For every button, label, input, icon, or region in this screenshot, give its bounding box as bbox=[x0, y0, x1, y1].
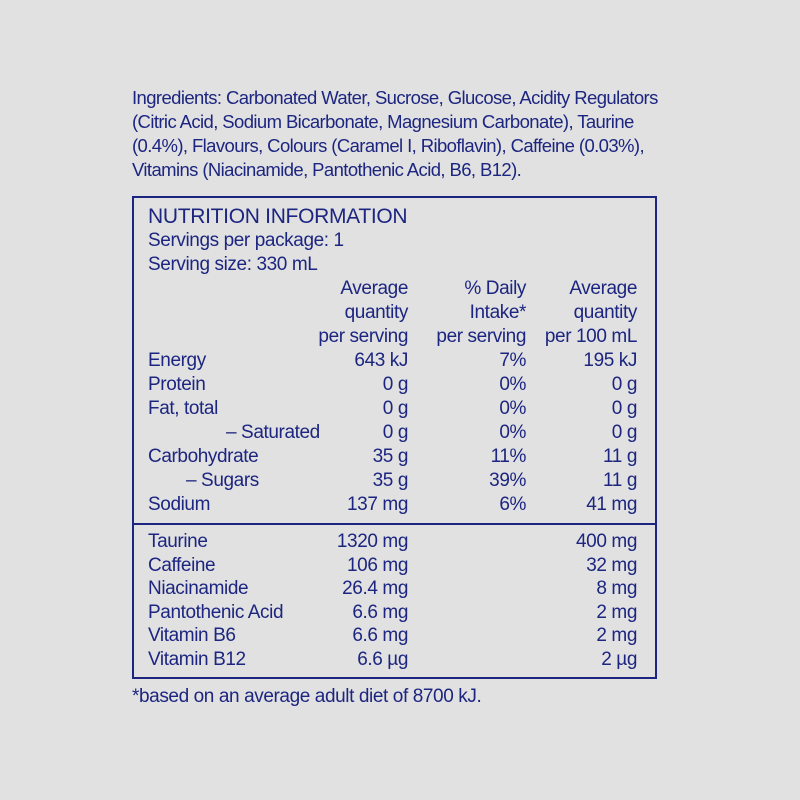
per-serving: 6.6 mg bbox=[352, 625, 408, 646]
blank bbox=[408, 530, 526, 554]
per-serving: 643 kJ bbox=[354, 350, 408, 371]
per-100ml: 195 kJ bbox=[583, 350, 637, 371]
daily-intake: 6% bbox=[499, 494, 526, 515]
nutrient-name: Sodium bbox=[148, 494, 211, 515]
servings-per-package: Servings per package: 1 bbox=[148, 230, 344, 251]
blank bbox=[148, 277, 310, 301]
blank bbox=[408, 601, 526, 625]
blank bbox=[408, 577, 526, 601]
blank bbox=[148, 301, 310, 325]
nutrient-row bbox=[148, 624, 641, 648]
header-daily-intake: Intake* bbox=[469, 302, 526, 323]
daily-intake: 39% bbox=[489, 470, 526, 491]
nutrient-row bbox=[148, 397, 641, 421]
nutrient-row bbox=[148, 373, 641, 397]
per-serving: 0 g bbox=[382, 398, 408, 419]
header-serving: per serving bbox=[318, 326, 408, 347]
per-serving: 35 g bbox=[372, 470, 408, 491]
header-serving: quantity bbox=[344, 302, 408, 323]
daily-intake: 11% bbox=[490, 446, 526, 467]
per-serving: 137 mg bbox=[347, 494, 408, 515]
daily-intake: 0% bbox=[499, 422, 526, 443]
per-serving: 0 g bbox=[382, 374, 408, 395]
nutrient-row bbox=[148, 577, 641, 601]
header-per-100ml: per 100 mL bbox=[544, 326, 637, 347]
per-100ml: 0 g bbox=[611, 422, 637, 443]
nutrient-name: Pantothenic Acid bbox=[148, 601, 284, 623]
per-100ml: 2 mg bbox=[596, 601, 637, 623]
per-serving: 6.6 µg bbox=[357, 648, 408, 670]
nutrient-name: Taurine bbox=[148, 531, 208, 552]
label-content bbox=[132, 86, 672, 709]
per-100ml: 32 mg bbox=[586, 554, 637, 576]
per-serving: 35 g bbox=[372, 446, 408, 467]
nutrient-rows bbox=[148, 349, 641, 517]
nutrient-row bbox=[148, 493, 641, 517]
per-100ml: 0 g bbox=[611, 398, 637, 419]
nutrient-name: Carbohydrate bbox=[148, 446, 259, 467]
header-daily-intake: % Daily bbox=[464, 278, 526, 299]
ingredients-text: Ingredients: Carbonated Water, Sucrose, Glucose, Acidity Regulators (Citric Acid, Sodium Bicarbonate, Magnesium Carbonate), Taurine (0.4%), Flavours, Colours (Caramel I, Riboflavin), Caffeine (0.03%), Vitamins (Niacinamide, Pantothenic Acid, B6, B12). bbox=[132, 87, 658, 180]
column-headers bbox=[148, 277, 641, 349]
header-row bbox=[148, 301, 641, 325]
per-100ml: 11 g bbox=[603, 446, 637, 467]
per-100ml: 2 mg bbox=[596, 625, 637, 646]
nutrient-row bbox=[148, 554, 641, 578]
blank bbox=[408, 624, 526, 648]
per-serving: 106 mg bbox=[347, 554, 408, 576]
per-100ml: 0 g bbox=[611, 374, 637, 395]
daily-intake: 0% bbox=[499, 398, 526, 419]
nutrient-name: Vitamin B12 bbox=[148, 648, 246, 670]
per-serving: 1320 mg bbox=[336, 531, 408, 552]
per-100ml: 2 µg bbox=[601, 648, 637, 670]
per-100ml: 8 mg bbox=[596, 578, 637, 599]
header-row bbox=[148, 277, 641, 301]
nutrient-row bbox=[148, 421, 641, 445]
per-100ml: 11 g bbox=[603, 470, 637, 491]
nutrient-name: Vitamin B6 bbox=[148, 625, 236, 646]
nutrient-name: – Saturated bbox=[226, 422, 320, 443]
header-per-100ml: Average bbox=[569, 278, 637, 299]
header-daily-intake: per serving bbox=[436, 326, 526, 347]
per-serving: 26.4 mg bbox=[342, 578, 408, 599]
per-serving: 6.6 mg bbox=[352, 601, 408, 623]
header-serving: Average bbox=[340, 278, 408, 299]
per-100ml: 400 mg bbox=[576, 531, 637, 552]
per-100ml: 41 mg bbox=[586, 494, 637, 515]
nutrient-name: Fat, total bbox=[148, 398, 218, 419]
nutrient-row bbox=[148, 349, 641, 373]
footnote: *based on an average adult diet of 8700 kJ. bbox=[132, 686, 482, 707]
nutrient-name: Energy bbox=[148, 350, 206, 371]
per-serving: 0 g bbox=[382, 422, 408, 443]
header-per-100ml: quantity bbox=[573, 302, 637, 323]
nutrition-panel bbox=[132, 196, 657, 679]
nutrient-row bbox=[148, 469, 641, 493]
daily-intake: 0% bbox=[499, 374, 526, 395]
nutrient-row bbox=[148, 648, 641, 672]
blank bbox=[408, 648, 526, 672]
nutrient-row bbox=[148, 601, 641, 625]
nutrient-row bbox=[148, 530, 641, 554]
nutrient-name: Protein bbox=[148, 374, 206, 395]
panel-title: NUTRITION INFORMATION bbox=[148, 205, 408, 228]
daily-intake: 7% bbox=[499, 350, 526, 371]
extra-rows bbox=[134, 523, 655, 677]
nutrient-row bbox=[148, 445, 641, 469]
serving-size: Serving size: 330 mL bbox=[148, 254, 318, 275]
blank bbox=[148, 325, 310, 349]
nutrient-name: Caffeine bbox=[148, 554, 216, 576]
nutrient-name: Niacinamide bbox=[148, 578, 249, 599]
nutrient-name: – Sugars bbox=[186, 470, 259, 491]
blank bbox=[408, 554, 526, 578]
header-row bbox=[148, 325, 641, 349]
